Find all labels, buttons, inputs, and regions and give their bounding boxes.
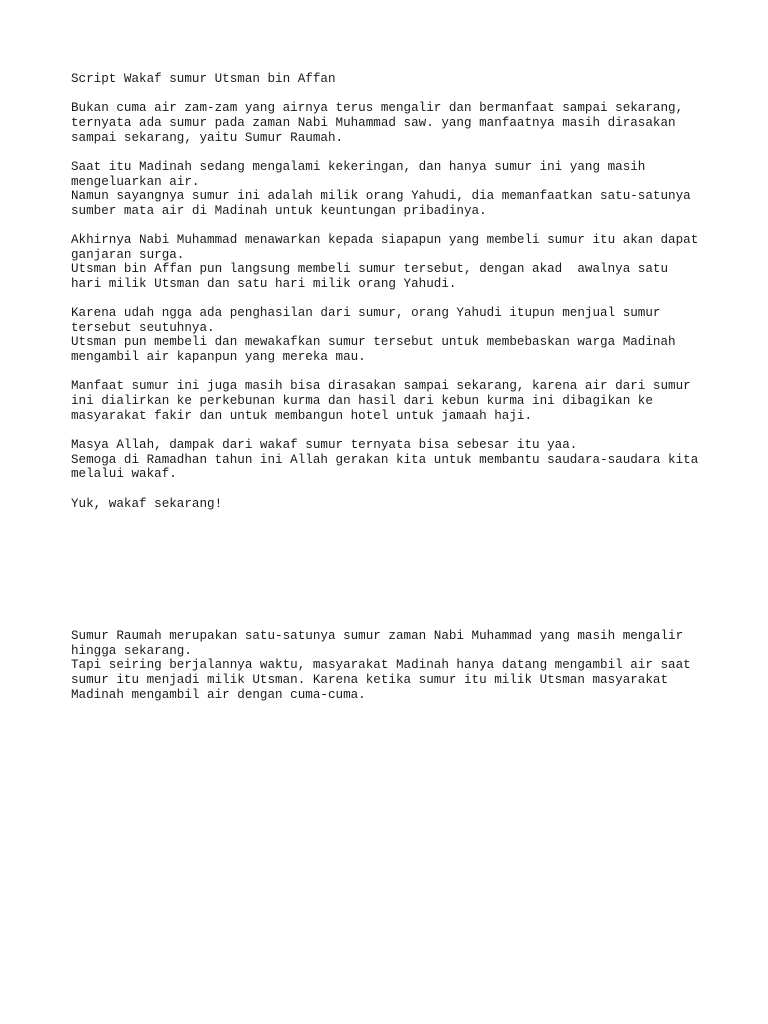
- document-title: Script Wakaf sumur Utsman bin Affan: [71, 72, 336, 86]
- paragraph-line: Utsman pun membeli dan mewakafkan sumur tersebut untuk membebaskan warga Madinah: [71, 335, 676, 349]
- paragraph-line: tersebut seutuhnya.: [71, 321, 215, 335]
- paragraph-line: Tapi seiring berjalannya waktu, masyarakat Madinah hanya datang mengambil air saat: [71, 658, 691, 672]
- paragraph-line: Sumur Raumah merupakan satu-satunya sumur zaman Nabi Muhammad yang masih mengalir: [71, 629, 684, 643]
- paragraph-line: mengeluarkan air.: [71, 175, 200, 189]
- paragraph-line: hingga sekarang.: [71, 644, 192, 658]
- paragraph-line: ganjaran surga.: [71, 248, 185, 262]
- paragraph-line: Namun sayangnya sumur ini adalah milik orang Yahudi, dia memanfaatkan satu-satunya: [71, 189, 691, 203]
- paragraph-line: sumber mata air di Madinah untuk keuntungan pribadinya.: [71, 204, 487, 218]
- paragraph-line: Utsman bin Affan pun langsung membeli sumur tersebut, dengan akad awalnya satu: [71, 262, 669, 276]
- paragraph-line: Masya Allah, dampak dari wakaf sumur ternyata bisa sebesar itu yaa.: [71, 438, 578, 452]
- paragraph-line: sumur itu menjadi milik Utsman. Karena ketika sumur itu milik Utsman masyarakat: [71, 673, 669, 687]
- paragraph-line: Karena udah ngga ada penghasilan dari sumur, orang Yahudi itupun menjual sumur: [71, 306, 661, 320]
- paragraph-line: hari milik Utsman dan satu hari milik orang Yahudi.: [71, 277, 457, 291]
- paragraph-line: sampai sekarang, yaitu Sumur Raumah.: [71, 131, 344, 145]
- paragraph-line: Yuk, wakaf sekarang!: [71, 497, 223, 511]
- paragraph-line: mengambil air kapanpun yang mereka mau.: [71, 350, 366, 364]
- paragraph-line: masyarakat fakir dan untuk membangun hotel untuk jamaah haji.: [71, 409, 533, 423]
- paragraph-line: Akhirnya Nabi Muhammad menawarkan kepada siapapun yang membeli sumur itu akan dapat: [71, 233, 699, 247]
- paragraph-line: Manfaat sumur ini juga masih bisa dirasakan sampai sekarang, karena air dari sumur: [71, 379, 691, 393]
- paragraph-line: ini dialirkan ke perkebunan kurma dan hasil dari kebun kurma ini dibagikan ke: [71, 394, 653, 408]
- paragraph-line: Madinah mengambil air dengan cuma-cuma.: [71, 688, 366, 702]
- paragraph-line: Semoga di Ramadhan tahun ini Allah gerakan kita untuk membantu saudara-saudara kita: [71, 453, 699, 467]
- paragraph-line: Bukan cuma air zam-zam yang airnya terus mengalir dan bermanfaat sampai sekarang,: [71, 101, 684, 115]
- paragraph-line: melalui wakaf.: [71, 467, 177, 481]
- paragraph-line: Saat itu Madinah sedang mengalami kekeringan, dan hanya sumur ini yang masih: [71, 160, 646, 174]
- paragraph-line: ternyata ada sumur pada zaman Nabi Muhammad saw. yang manfaatnya masih dirasakan: [71, 116, 676, 130]
